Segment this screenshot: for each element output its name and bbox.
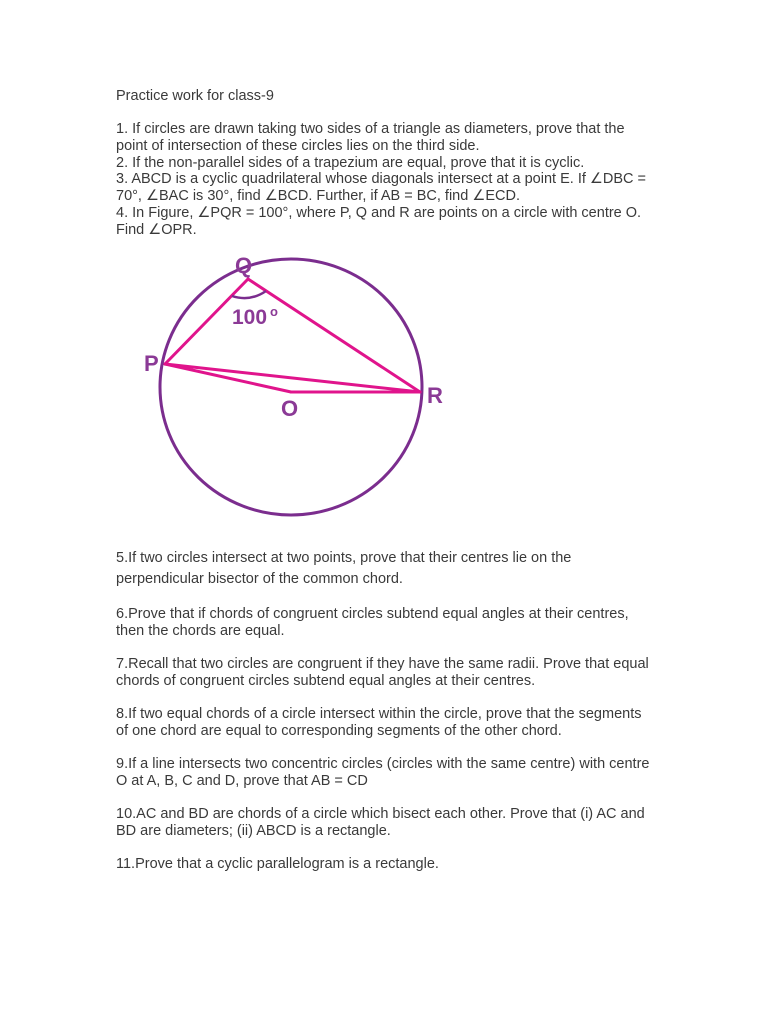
- question-5: 5.If two circles intersect at two points, prove that their centres lie on the perpendicular bisector of the common chord.: [116, 550, 572, 587]
- question-8: 8.If two equal chords of a circle intersect within the circle, prove that the segments of one chord are equal to corresponding segments of the other chord.: [116, 706, 642, 739]
- question-list: [116, 548, 656, 873]
- segment-po: [165, 364, 291, 392]
- chord-pr: [165, 364, 420, 392]
- question-1: 1. If circles are drawn taking two sides of a triangle as diameters, prove that the point of intersection of these circles lies on the third side.: [116, 121, 625, 154]
- angle-label: 100: [232, 306, 268, 329]
- question-4: 4. In Figure, ∠PQR = 100°, where P, Q and R are points on a circle with centre O. Find ∠OPR.: [116, 204, 642, 238]
- chord-pq: [165, 279, 248, 364]
- question-11: 11.Prove that a cyclic parallelogram is a rectangle.: [116, 856, 439, 872]
- angle-arc: [232, 291, 266, 298]
- label-r: R: [427, 383, 443, 408]
- circle: [160, 259, 422, 515]
- label-p: P: [144, 351, 159, 376]
- chord-qr: [248, 279, 420, 392]
- label-q: Q: [235, 253, 253, 278]
- degree-symbol: o: [270, 304, 278, 319]
- question-2: 2. If the non-parallel sides of a trapezium are equal, prove that it is cyclic.: [116, 154, 585, 171]
- intro-question-list: [116, 121, 656, 239]
- question-10: 10.AC and BD are chords of a circle which bisect each other. Prove that (i) AC and BD are diameters; (ii) ABCD is a rectangle.: [116, 806, 645, 839]
- question-3: 3. ABCD is a cyclic quadrilateral whose diagonals intersect at a point E. If ∠DBC = 70°, ∠BAC is 30°, find ∠BCD. Further, if AB = BC, find ∠ECD.: [116, 171, 647, 205]
- question-6: 6.Prove that if chords of congruent circles subtend equal angles at their centres, then the chords are equal.: [116, 606, 629, 639]
- question-7: 7.Recall that two circles are congruent if they have the same radii. Prove that equal chords of congruent circles subtend equal angles at their centres.: [116, 656, 649, 689]
- question-9: 9.If a line intersects two concentric circles (circles with the same centre) with centre O at A, B, C and D, prove that AB = CD: [116, 756, 650, 789]
- document-title: Practice work for class-9: [116, 88, 274, 104]
- label-o: O: [281, 396, 299, 421]
